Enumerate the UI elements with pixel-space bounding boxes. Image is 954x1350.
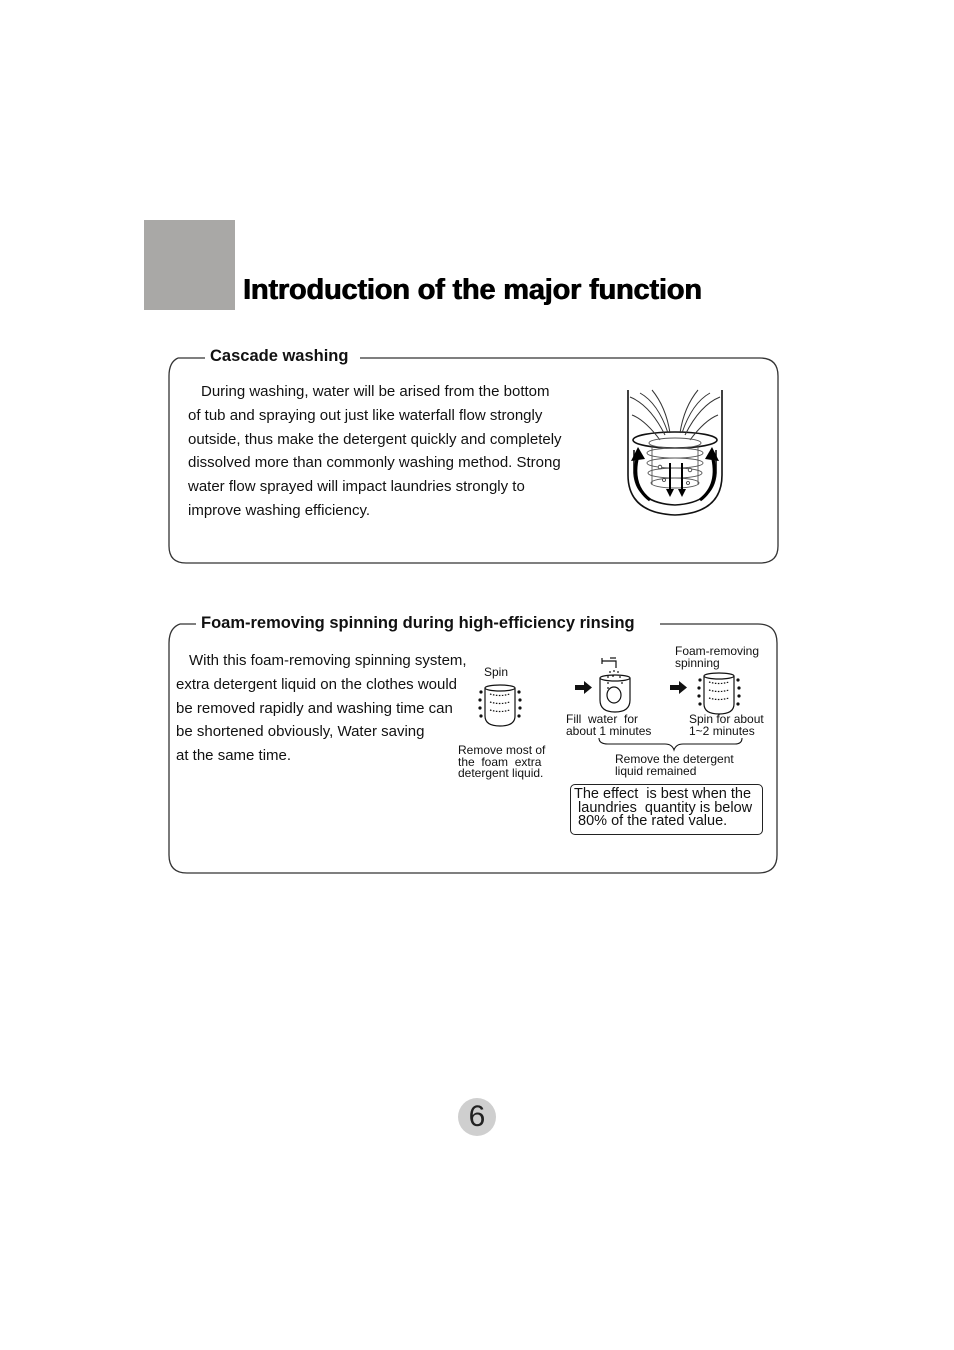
- foam-removing-tub-icon: [704, 673, 734, 714]
- foam-line: be removed rapidly and washing time can: [176, 699, 453, 717]
- cascade-line: outside, thus make the detergent quickly and completely: [188, 430, 562, 448]
- cascade-line: dissolved more than commonly washing method. Strong: [188, 454, 561, 472]
- page-title: Introduction of the major function: [243, 274, 702, 306]
- foam-line: at the same time.: [176, 747, 292, 765]
- step2-caption: Fill water for about 1 minutes: [566, 712, 652, 738]
- water-tap-icon: [602, 658, 616, 668]
- note-line: The effect is best when the: [574, 786, 752, 802]
- step3-label: Foam-removing spinning: [675, 644, 760, 670]
- grouping-brace: [599, 738, 742, 750]
- foam-line: be shortened obviously, Water saving: [176, 723, 425, 741]
- effect-note-box: [570, 784, 763, 835]
- cascade-section-title: Cascade washing: [205, 347, 353, 366]
- cascade-description: [188, 380, 562, 523]
- note-line: 80% of the rated value.: [574, 813, 728, 830]
- page-number: 6: [458, 1098, 496, 1136]
- foam-description: [176, 649, 467, 768]
- cascade-line: improve washing efficiency.: [188, 501, 371, 519]
- arrow-right-icon: [575, 681, 592, 694]
- foam-line: With this foam-removing spinning system,: [189, 652, 467, 669]
- step1-label: Spin: [484, 665, 509, 679]
- process-diagram: [470, 650, 770, 760]
- cascade-line: of tub and spraying out just like waterfall flow strongly: [188, 406, 543, 424]
- spin-tub-icon: [485, 685, 515, 726]
- brace-caption: Remove the detergent liquid remained: [615, 752, 734, 778]
- arrow-right-icon: [670, 681, 687, 694]
- step1-caption: Remove most of the foam extra detergent liquid.: [458, 743, 546, 780]
- step3-caption: Spin for about 1~2 minutes: [689, 712, 764, 738]
- cascade-line: During washing, water will be arised from the bottom: [201, 383, 550, 400]
- fill-water-tub-icon: [600, 675, 630, 712]
- cascade-tub-illustration: [620, 385, 730, 520]
- note-line: laundries quantity is below: [574, 799, 753, 816]
- foam-section-title: Foam-removing spinning during high-efficiency rinsing: [196, 614, 640, 633]
- foam-line: extra detergent liquid on the clothes would: [176, 675, 458, 693]
- cascade-line: water flow sprayed will impact laundries strongly to: [188, 478, 525, 496]
